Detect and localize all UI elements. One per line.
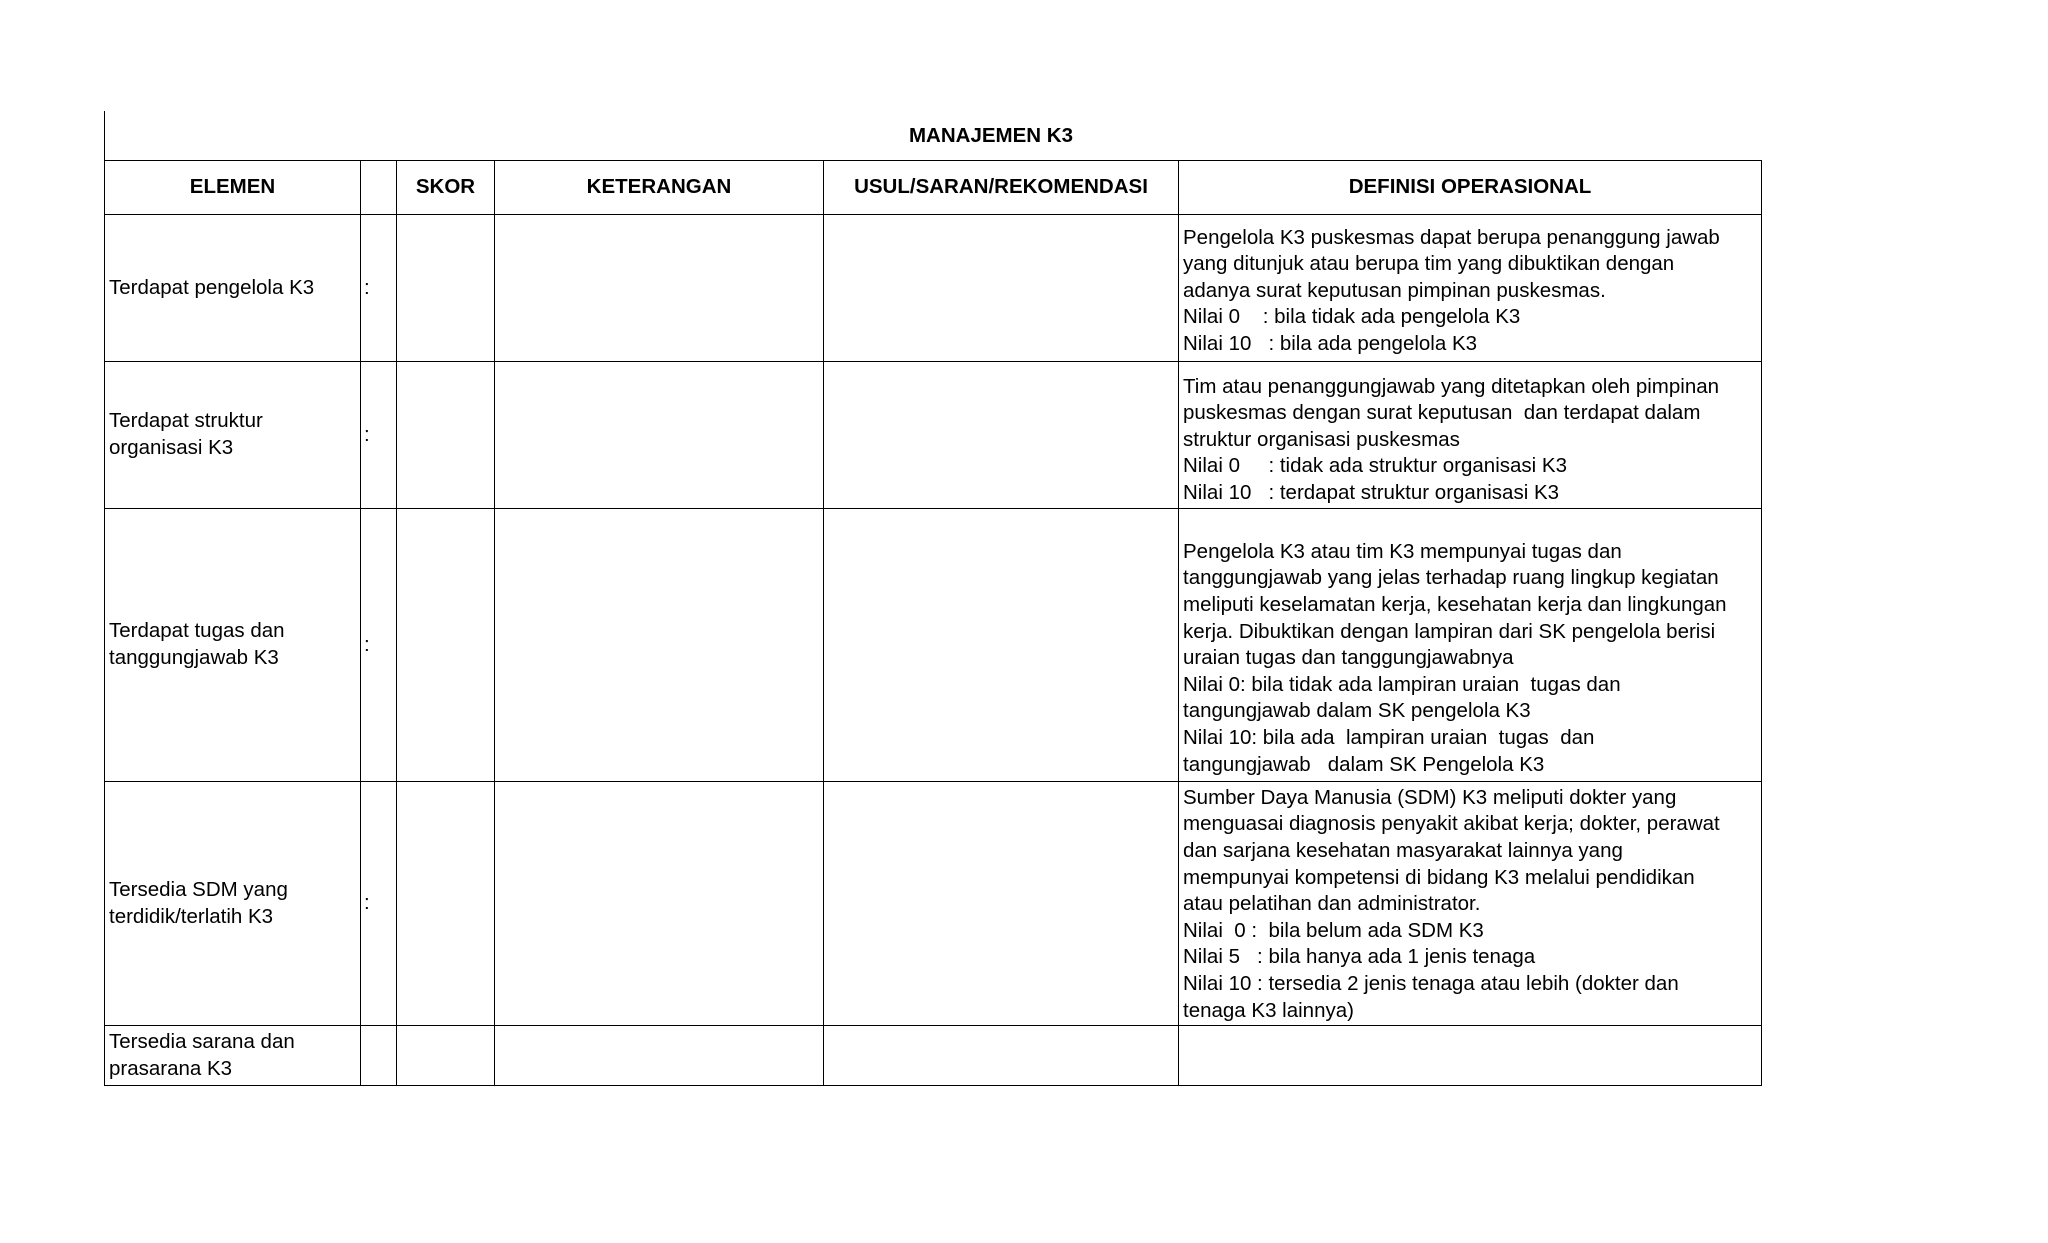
definisi-line: Nilai 0 : bila belum ada SDM K3 <box>1183 918 1484 942</box>
colon-cell: : <box>361 215 397 362</box>
elemen-text: prasarana K3 <box>109 1056 233 1080</box>
table-row <box>105 215 1762 362</box>
skor-cell[interactable] <box>397 1026 495 1086</box>
elemen-text: Tersedia sarana dan <box>109 1029 295 1053</box>
elemen-text: Terdapat struktur <box>109 409 263 433</box>
page-title: MANAJEMEN K3 <box>908 124 1074 147</box>
usul-cell[interactable] <box>824 215 1179 362</box>
definisi-line: meliputi keselamatan kerja, kesehatan kerja dan lingkungan <box>1183 593 1727 617</box>
definisi-line: Pengelola K3 puskesmas dapat berupa penanggung jawab <box>1183 225 1720 249</box>
definisi-line: kerja. Dibuktikan dengan lampiran dari SK pengelola berisi <box>1183 619 1716 643</box>
definisi-line: yang ditunjuk atau berupa tim yang dibuktikan dengan <box>1183 252 1675 276</box>
elemen-cell[interactable] <box>105 509 361 782</box>
definisi-line: atau pelatihan dan administrator. <box>1183 892 1481 916</box>
definisi-line: menguasai diagnosis penyakit akibat kerja; dokter, perawat <box>1183 812 1720 836</box>
skor-cell[interactable] <box>397 215 495 362</box>
table-row <box>105 509 1762 782</box>
colon-cell <box>361 1026 397 1086</box>
definisi-cell[interactable] <box>1179 782 1762 1026</box>
header-usul: USUL/SARAN/REKOMENDASI <box>824 161 1179 215</box>
keterangan-cell[interactable] <box>495 782 824 1026</box>
definisi-line: adanya surat keputusan pimpinan puskesmas. <box>1183 278 1606 302</box>
elemen-text: terdidik/terlatih K3 <box>109 904 274 928</box>
definisi-line: uraian tugas dan tanggungjawabnya <box>1183 646 1514 670</box>
skor-cell[interactable] <box>397 362 495 509</box>
definisi-line: Nilai 0 : tidak ada struktur organisasi K3 <box>1183 454 1567 478</box>
definisi-cell[interactable] <box>1179 1026 1762 1086</box>
keterangan-cell[interactable] <box>495 215 824 362</box>
definisi-line: struktur organisasi puskesmas <box>1183 427 1460 451</box>
definisi-line: Pengelola K3 atau tim K3 mempunyai tugas dan <box>1183 539 1622 563</box>
definisi-line: Sumber Daya Manusia (SDM) K3 meliputi dokter yang <box>1183 785 1677 809</box>
definisi-cell[interactable] <box>1179 215 1762 362</box>
definisi-line: Tim atau penanggungjawab yang ditetapkan oleh pimpinan <box>1183 374 1720 398</box>
definisi-line: tangungjawab dalam SK Pengelola K3 <box>1183 752 1545 776</box>
table-row <box>105 362 1762 509</box>
definisi-line: puskesmas dengan surat keputusan dan terdapat dalam <box>1183 401 1701 425</box>
definisi-line: mempunyai kompetensi di bidang K3 melalui pendidikan <box>1183 865 1695 889</box>
definisi-line: tangungjawab dalam SK pengelola K3 <box>1183 699 1531 723</box>
skor-cell[interactable] <box>397 782 495 1026</box>
header-colon <box>361 161 397 215</box>
elemen-text: Tersedia SDM yang <box>109 877 288 901</box>
definisi-line: Nilai 10 : tersedia 2 jenis tenaga atau lebih (dokter dan <box>1183 971 1679 995</box>
table-row <box>105 782 1762 1026</box>
header-skor: SKOR <box>397 161 495 215</box>
header-elemen: ELEMEN <box>105 161 361 215</box>
skor-cell[interactable] <box>397 509 495 782</box>
usul-cell[interactable] <box>824 362 1179 509</box>
elemen-cell[interactable] <box>105 782 361 1026</box>
header-keterangan: KETERANGAN <box>495 161 824 215</box>
elemen-text: Terdapat tugas dan <box>109 619 285 643</box>
elemen-text: tanggungjawab K3 <box>109 646 279 669</box>
colon-cell: : <box>361 362 397 509</box>
definisi-line: tenaga K3 lainnya) <box>1183 998 1354 1022</box>
assessment-table <box>104 160 1762 1086</box>
definisi-line: tanggungjawab yang jelas terhadap ruang lingkup kegiatan <box>1183 566 1719 590</box>
elemen-text: Terdapat pengelola K3 <box>109 275 315 299</box>
elemen-cell[interactable] <box>105 215 361 362</box>
keterangan-cell[interactable] <box>495 509 824 782</box>
keterangan-cell[interactable] <box>495 362 824 509</box>
colon-cell: : <box>361 509 397 782</box>
usul-cell[interactable] <box>824 782 1179 1026</box>
table-row <box>105 1026 1762 1086</box>
definisi-cell[interactable] <box>1179 362 1762 509</box>
definisi-line: Nilai 10 : terdapat struktur organisasi K3 <box>1183 480 1560 504</box>
table-header-row <box>105 161 1762 215</box>
definisi-line: Nilai 10 : bila ada pengelola K3 <box>1183 331 1478 355</box>
definisi-cell[interactable] <box>1179 509 1762 782</box>
elemen-text: organisasi K3 <box>109 436 234 459</box>
definisi-line: Nilai 0 : bila tidak ada pengelola K3 <box>1183 305 1521 329</box>
elemen-cell[interactable] <box>105 1026 361 1086</box>
definisi-line: Nilai 0: bila tidak ada lampiran uraian tugas dan <box>1183 672 1621 696</box>
usul-cell[interactable] <box>824 509 1179 782</box>
header-definisi: DEFINISI OPERASIONAL <box>1179 161 1762 215</box>
definisi-line: Nilai 10: bila ada lampiran uraian tugas dan <box>1183 725 1595 749</box>
keterangan-cell[interactable] <box>495 1026 824 1086</box>
elemen-cell[interactable] <box>105 362 361 509</box>
definisi-line: dan sarjana kesehatan masyarakat lainnya yang <box>1183 839 1623 863</box>
definisi-line: Nilai 5 : bila hanya ada 1 jenis tenaga <box>1183 945 1536 969</box>
colon-cell: : <box>361 782 397 1026</box>
usul-cell[interactable] <box>824 1026 1179 1086</box>
